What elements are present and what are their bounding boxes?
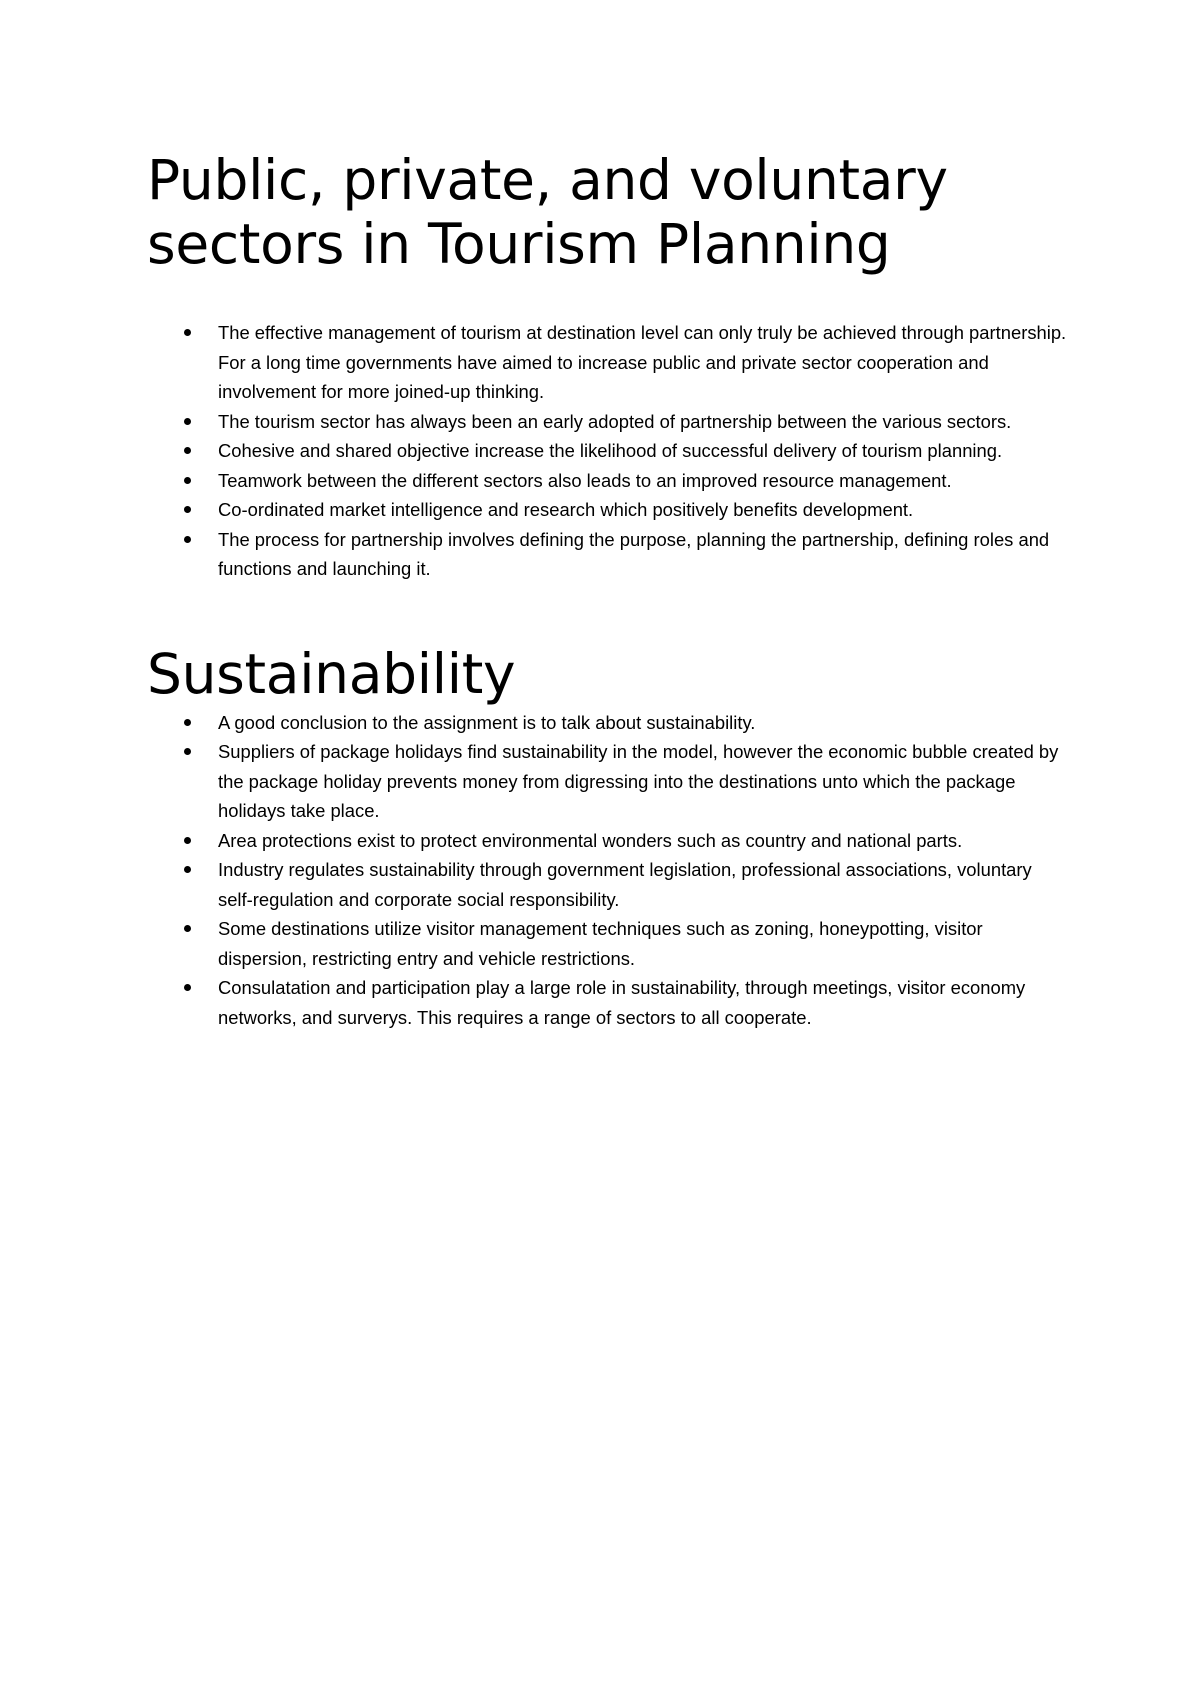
list-item — [147, 318, 1067, 407]
document-content — [147, 148, 1067, 1032]
list-item — [147, 855, 1067, 914]
list-item-text: Industry regulates sustainability through government legislation, professional associations, voluntary self-regulation and corporate social responsibility. — [218, 859, 1032, 910]
bullet-icon — [184, 506, 191, 513]
bullet-icon — [184, 837, 191, 844]
list-item — [147, 436, 1067, 466]
bullet-icon — [184, 536, 191, 543]
list-item — [147, 708, 1067, 738]
section-title-tourism-planning: Public, private, and voluntary sectors in Tourism Planning — [147, 148, 948, 276]
bullet-list-tourism-planning — [147, 318, 1067, 584]
bullet-icon — [184, 984, 191, 991]
list-item — [147, 407, 1067, 437]
list-item-text: Consulatation and participation play a large role in sustainability, through meetings, visitor economy networks, and surverys. This requires a range of sectors to all cooperate. — [218, 977, 1026, 1028]
bullet-icon — [184, 748, 191, 755]
list-item — [147, 525, 1067, 584]
list-item-text: Cohesive and shared objective increase the likelihood of successful delivery of tourism planning. — [218, 440, 1003, 461]
list-item-text: Area protections exist to protect environmental wonders such as country and national parts. — [218, 829, 963, 851]
bullet-icon — [184, 866, 191, 873]
list-item-text: A good conclusion to the assignment is to talk about sustainability. — [218, 711, 756, 733]
list-item — [147, 914, 1067, 973]
bullet-icon — [184, 925, 191, 932]
section-title-sustainability: Sustainability — [147, 641, 516, 706]
bullet-icon — [184, 329, 191, 336]
list-item — [147, 495, 1067, 525]
bullet-icon — [184, 418, 191, 425]
list-item-text: Co-ordinated market intelligence and research which positively benefits development. — [218, 499, 914, 520]
list-item-text: Teamwork between the different sectors also leads to an improved resource management. — [218, 469, 952, 491]
bullet-icon — [184, 447, 191, 454]
bullet-icon — [184, 719, 191, 726]
list-item-text: Some destinations utilize visitor management techniques such as zoning, honeypotting, visitor dispersion, restricting entry and vehicle restrictions. — [218, 918, 983, 969]
list-item-text: The process for partnership involves defining the purpose, planning the partnership, defining roles and functions and launching it. — [218, 528, 1050, 579]
list-item-text: The tourism sector has always been an early adopted of partnership between the various sectors. — [218, 410, 1012, 432]
list-item-text: The effective management of tourism at destination level can only truly be achieved through partnership. For a long time governments have aimed to increase public and private sector cooperation and involvement for more joined-up thinking. — [218, 322, 1067, 402]
list-item-text: Suppliers of package holidays find sustainability in the model, however the economic bubble created by the package holiday prevents money from digressing into the destinations unto which the package holidays take place. — [218, 741, 1059, 821]
list-item — [147, 466, 1067, 496]
bullet-list-sustainability — [147, 708, 1067, 1033]
bullet-icon — [184, 477, 191, 484]
list-item — [147, 973, 1067, 1032]
list-item — [147, 826, 1067, 856]
list-item — [147, 737, 1067, 826]
